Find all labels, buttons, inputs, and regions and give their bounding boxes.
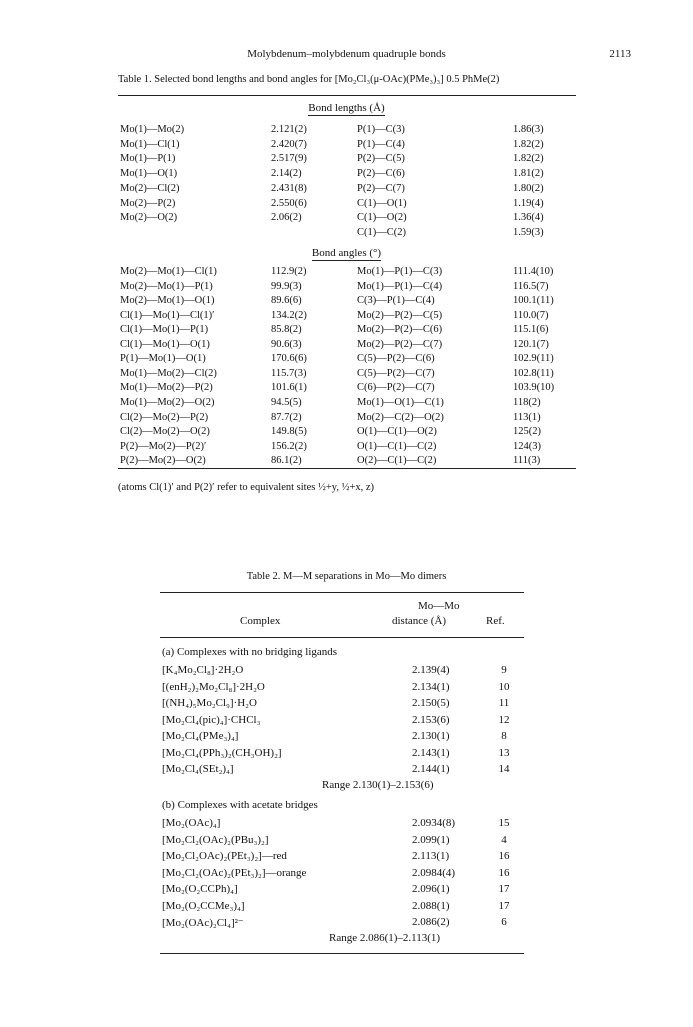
bond-2: Mo(2)—C(2)—O(2) bbox=[357, 411, 444, 423]
col-complex: Complex bbox=[240, 615, 281, 627]
bond-1: Mo(1)—P(1) bbox=[120, 153, 176, 165]
table-row bbox=[0, 310, 693, 324]
table-row bbox=[0, 763, 693, 779]
value-2: 116.5(7) bbox=[513, 280, 549, 292]
bond-2: C(6)—P(2)—C(7) bbox=[357, 382, 435, 394]
page-number: 2113 bbox=[609, 48, 631, 60]
reference: 14 bbox=[498, 763, 510, 775]
complex-name: [Mo₂Cl₄(SEt₂)₄] bbox=[162, 763, 234, 775]
bond-1: Mo(1)—Mo(2)—Cl(2) bbox=[120, 367, 217, 379]
table-row bbox=[0, 139, 693, 153]
complex-name: [(NH₄)₅Mo₂Cl₉]·H₂O bbox=[162, 697, 257, 709]
bond-1: Mo(2)—Cl(2) bbox=[120, 182, 180, 194]
bond-1: Cl(1)—Mo(1)—O(1) bbox=[120, 338, 210, 350]
value-2: 111.4(10) bbox=[513, 266, 554, 277]
table-row bbox=[0, 324, 693, 338]
reference: 17 bbox=[498, 883, 510, 895]
mo-mo-distance: 2.143(1) bbox=[412, 746, 450, 759]
bond-1: Cl(1)—Mo(1)—Cl(1)′ bbox=[120, 309, 215, 321]
value-1: 94.5(5) bbox=[271, 396, 302, 408]
complex-name: [Mo₂Cl₂(OAc)₂(PBu₃)₂] bbox=[162, 833, 269, 846]
complex-name: [Mo₂(OAc)₂Cl₄]²⁻ bbox=[162, 917, 244, 929]
bond-2: C(1)—C(2) bbox=[357, 226, 406, 238]
bond-2: Mo(2)—P(2)—C(6) bbox=[357, 324, 443, 336]
table1-bottom-rule bbox=[118, 468, 576, 469]
table-row bbox=[0, 412, 693, 426]
reference: 4 bbox=[501, 833, 507, 846]
bond-2: C(1)—O(2) bbox=[357, 212, 407, 224]
section-b-heading: (b) Complexes with acetate bridges bbox=[162, 799, 318, 811]
table1-caption: Table 1. Selected bond lengths and bond angles for [Mo₂Cl₃(μ-OAc)(PMe₃)₃] 0.5 PhMe(2) bbox=[118, 74, 500, 85]
value-1: 101.6(1) bbox=[271, 382, 307, 394]
value-1: 2.517(9) bbox=[271, 153, 307, 165]
value-1: 115.7(3) bbox=[271, 367, 307, 379]
table2-bottom-rule bbox=[160, 953, 524, 954]
mo-mo-distance: 2.086(2) bbox=[412, 916, 450, 928]
mo-mo-distance: 2.139(4) bbox=[412, 664, 450, 676]
table-row bbox=[0, 382, 693, 396]
value-1: 90.6(3) bbox=[271, 338, 302, 350]
complex-name: [K₄Mo₂Cl₈]·2H₂O bbox=[162, 664, 244, 676]
bond-1: Mo(1)—Mo(2)—P(2) bbox=[120, 382, 213, 394]
table-row bbox=[0, 867, 693, 883]
complex-name: [Mo₂(OAc)₄] bbox=[162, 817, 221, 829]
value-1: 2.431(8) bbox=[271, 182, 307, 194]
complex-name: [Mo₂(O₂CCMe₃)₄] bbox=[162, 899, 245, 912]
table-row bbox=[0, 153, 693, 167]
value-1: 2.550(6) bbox=[271, 197, 307, 209]
table2-caption: Table 2. M—M separations in Mo—Mo dimers bbox=[246, 571, 447, 582]
bond-1: Mo(2)—Mo(1)—P(1) bbox=[120, 280, 213, 292]
bond-2: P(1)—C(3) bbox=[357, 124, 405, 135]
bond-2: Mo(2)—P(2)—C(7) bbox=[357, 338, 443, 350]
range-a: Range 2.130(1)–2.153(6) bbox=[322, 779, 434, 791]
bond-2: P(1)—C(4) bbox=[357, 138, 405, 150]
complex-name: [Mo₂Cl₂OAc)₂(PEt₃)₂]—red bbox=[162, 850, 287, 862]
table-row bbox=[0, 900, 693, 916]
value-2: 110.0(7) bbox=[513, 309, 549, 321]
value-1: 2.06(2) bbox=[271, 212, 302, 224]
table-row bbox=[0, 183, 693, 197]
bond-2: P(2)—C(7) bbox=[357, 182, 405, 194]
complex-name: [Mo₂Cl₄(PMe₃)₄] bbox=[162, 730, 239, 742]
mo-mo-distance: 2.130(1) bbox=[412, 730, 450, 742]
bond-1: Mo(1)—Mo(2) bbox=[120, 124, 185, 135]
running-head-title: Molybdenum–molybdenum quadruple bonds bbox=[247, 48, 446, 60]
complex-name: [Mo₂(O₂CCPh)₄] bbox=[162, 883, 238, 895]
table-row bbox=[0, 266, 693, 280]
value-1: 2.420(7) bbox=[271, 138, 307, 150]
table-row bbox=[0, 397, 693, 411]
bond-2: Mo(1)—P(1)—C(4) bbox=[357, 280, 443, 292]
mo-mo-distance: 2.096(1) bbox=[412, 883, 450, 895]
value-1: 112.9(2) bbox=[271, 266, 307, 277]
reference: 13 bbox=[498, 746, 510, 759]
bond-2: C(5)—P(2)—C(7) bbox=[357, 367, 435, 379]
table-row bbox=[0, 697, 693, 713]
table-row bbox=[0, 747, 693, 763]
bond-1: P(2)—Mo(2)—P(2)′ bbox=[120, 440, 207, 452]
bond-lengths-heading: Bond lengths (Å) bbox=[308, 102, 385, 114]
table-row bbox=[0, 281, 693, 295]
table-row bbox=[0, 916, 693, 932]
bond-2: O(1)—C(1)—C(2) bbox=[357, 440, 437, 452]
bond-1: Cl(2)—Mo(2)—O(2) bbox=[120, 426, 210, 438]
value-2: 113(1) bbox=[513, 411, 541, 423]
value-2: 124(3) bbox=[513, 440, 541, 452]
table-row bbox=[0, 368, 693, 382]
mo-mo-distance: 2.099(1) bbox=[412, 833, 450, 846]
reference: 15 bbox=[498, 817, 510, 829]
table-row bbox=[0, 227, 693, 241]
value-1: 99.9(3) bbox=[271, 280, 302, 292]
bond-1: Mo(1)—Mo(2)—O(2) bbox=[120, 396, 215, 408]
bond-2: C(1)—O(1) bbox=[357, 197, 407, 209]
mo-mo-distance: 2.144(1) bbox=[412, 763, 450, 775]
value-2: 102.8(11) bbox=[513, 367, 554, 379]
value-1: 89.6(6) bbox=[271, 295, 302, 307]
bond-angles-heading: Bond angles (°) bbox=[311, 247, 382, 259]
bond-2: C(5)—P(2)—C(6) bbox=[357, 353, 435, 365]
bond-1: Cl(1)—Mo(1)—P(1) bbox=[120, 324, 209, 336]
bond-1: Mo(2)—Mo(1)—O(1) bbox=[120, 295, 215, 307]
complex-name: [Mo₂Cl₂(OAc)₂(PEt₃)₂]—orange bbox=[162, 866, 307, 879]
reference: 10 bbox=[498, 680, 510, 693]
reference: 8 bbox=[501, 730, 507, 742]
table-row bbox=[0, 817, 693, 833]
reference: 16 bbox=[498, 866, 510, 879]
table-row bbox=[0, 198, 693, 212]
table1-top-rule bbox=[118, 95, 576, 96]
complex-name: [Mo₂Cl₄(PPh₃)₂(CH₃OH)₂] bbox=[162, 746, 282, 759]
section-a-heading: (a) Complexes with no bridging ligands bbox=[162, 646, 338, 658]
table-row bbox=[0, 441, 693, 455]
bond-2: O(2)—C(1)—C(2) bbox=[357, 455, 437, 467]
value-2: 120.1(7) bbox=[513, 338, 549, 350]
value-1: 149.8(5) bbox=[271, 426, 307, 438]
reference: 6 bbox=[501, 916, 507, 928]
range-b: Range 2.086(1)–2.113(1) bbox=[329, 932, 441, 944]
value-2: 1.19(4) bbox=[513, 197, 544, 209]
table-row bbox=[0, 353, 693, 367]
value-2: 1.36(4) bbox=[513, 212, 544, 224]
bond-2: Mo(2)—P(2)—C(5) bbox=[357, 309, 443, 321]
table-row bbox=[0, 295, 693, 309]
reference: 16 bbox=[498, 850, 510, 862]
mo-mo-distance: 2.134(1) bbox=[412, 680, 450, 693]
table1-footnote: (atoms Cl(1)′ and P(2)′ refer to equivalent sites ½+y, ½+x, z) bbox=[118, 482, 375, 493]
value-2: 1.82(2) bbox=[513, 153, 544, 165]
mo-mo-distance: 2.153(6) bbox=[412, 713, 450, 726]
bond-1: Mo(2)—Mo(1)—Cl(1) bbox=[120, 266, 217, 277]
bond-1: Mo(1)—O(1) bbox=[120, 168, 178, 180]
value-1: 170.6(6) bbox=[271, 353, 307, 365]
mo-mo-distance: 2.0934(8) bbox=[412, 817, 456, 829]
bond-1: Cl(2)—Mo(2)—P(2) bbox=[120, 411, 209, 423]
value-2: 115.1(6) bbox=[513, 324, 549, 336]
value-2: 111(3) bbox=[513, 455, 541, 467]
value-2: 1.82(2) bbox=[513, 138, 544, 150]
table-row bbox=[0, 212, 693, 226]
table-row bbox=[0, 681, 693, 697]
bond-2: C(3)—P(1)—C(4) bbox=[357, 295, 435, 307]
reference: 11 bbox=[498, 697, 510, 709]
reference: 9 bbox=[501, 664, 507, 676]
value-2: 103.9(10) bbox=[513, 382, 555, 394]
bond-2: Mo(1)—O(1)—C(1) bbox=[357, 396, 444, 408]
table-row bbox=[0, 730, 693, 746]
value-2: 118(2) bbox=[513, 396, 541, 408]
value-2: 1.80(2) bbox=[513, 182, 544, 194]
value-1: 85.8(2) bbox=[271, 324, 302, 336]
table-row bbox=[0, 168, 693, 182]
value-2: 1.81(2) bbox=[513, 168, 544, 180]
table-row bbox=[0, 883, 693, 899]
value-2: 102.9(11) bbox=[513, 353, 554, 365]
table2-header-rule bbox=[160, 637, 524, 638]
bond-1: P(1)—Mo(1)—O(1) bbox=[120, 353, 206, 365]
value-2: 1.59(3) bbox=[513, 226, 544, 238]
value-2: 125(2) bbox=[513, 426, 541, 438]
bond-1: Mo(2)—P(2) bbox=[120, 197, 176, 209]
table2-top-rule bbox=[160, 592, 524, 593]
table-row bbox=[0, 124, 693, 138]
mo-mo-distance: 2.150(5) bbox=[412, 697, 450, 709]
bond-2: Mo(1)—P(1)—C(3) bbox=[357, 266, 443, 277]
mo-mo-distance: 2.088(1) bbox=[412, 899, 450, 912]
table-row bbox=[0, 850, 693, 866]
value-1: 87.7(2) bbox=[271, 411, 302, 423]
table-row bbox=[0, 834, 693, 850]
mo-mo-distance: 2.113(1) bbox=[412, 850, 450, 862]
complex-name: [Mo₂Cl₄(pic)₄]·CHCl₃ bbox=[162, 713, 261, 726]
reference: 17 bbox=[498, 899, 510, 912]
bond-1: Mo(1)—Cl(1) bbox=[120, 138, 180, 150]
mo-mo-distance: 2.0984(4) bbox=[412, 866, 456, 879]
reference: 12 bbox=[498, 713, 510, 726]
bond-2: P(2)—C(6) bbox=[357, 168, 405, 180]
bond-1: Mo(2)—O(2) bbox=[120, 212, 178, 224]
value-1: 86.1(2) bbox=[271, 455, 302, 467]
bond-1: P(2)—Mo(2)—O(2) bbox=[120, 455, 206, 467]
col-distance-line2: distance (Å) bbox=[392, 615, 447, 627]
col-ref: Ref. bbox=[486, 615, 505, 627]
value-1: 134.2(2) bbox=[271, 309, 307, 321]
value-1: 156.2(2) bbox=[271, 440, 307, 452]
complex-name: [(enH₂)₂Mo₂Cl₈]·2H₂O bbox=[162, 680, 265, 693]
table-row bbox=[0, 339, 693, 353]
col-distance-line1: Mo—Mo bbox=[418, 600, 460, 612]
table-row bbox=[0, 714, 693, 730]
table-row bbox=[0, 426, 693, 440]
value-1: 2.14(2) bbox=[271, 168, 302, 180]
value-2: 1.86(3) bbox=[513, 124, 544, 135]
bond-2: O(1)—C(1)—O(2) bbox=[357, 426, 437, 438]
value-1: 2.121(2) bbox=[271, 124, 307, 135]
value-2: 100.1(11) bbox=[513, 295, 554, 307]
table-row bbox=[0, 664, 693, 680]
bond-2: P(2)—C(5) bbox=[357, 153, 405, 165]
